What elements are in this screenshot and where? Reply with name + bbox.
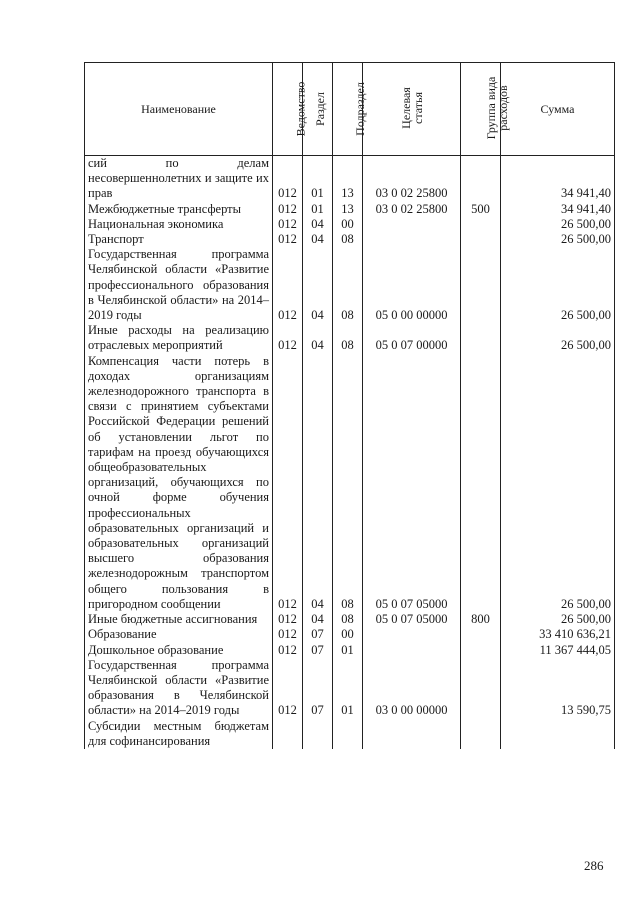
cell-section: 04 (303, 232, 333, 247)
cell-target: 03 0 00 00000 (363, 658, 461, 719)
cell-name: Государственная программа Челябинской области «Развитие образования в Челябинской области» на 2014–2019 годы (85, 658, 273, 719)
cell-amount: 26 500,00 (501, 232, 615, 247)
cell-section: 04 (303, 323, 333, 353)
cell-section: 04 (303, 217, 333, 232)
cell-group: 800 (461, 612, 501, 627)
cell-amount: 26 500,00 (501, 323, 615, 353)
cell-department: 012 (273, 232, 303, 247)
cell-section: 01 (303, 202, 333, 217)
cell-section: 07 (303, 643, 333, 658)
cell-amount: 26 500,00 (501, 612, 615, 627)
cell-target: 03 0 02 25800 (363, 156, 461, 202)
cell-subsection: 13 (333, 202, 363, 217)
header-subsection: Подраздел (333, 63, 363, 156)
cell-name: Национальная экономика (85, 217, 273, 232)
cell-target (363, 232, 461, 247)
cell-subsection: 08 (333, 232, 363, 247)
table-row (85, 719, 615, 749)
cell-department: 012 (273, 627, 303, 642)
cell-amount: 26 500,00 (501, 247, 615, 323)
cell-amount: 26 500,00 (501, 354, 615, 612)
cell-department: 012 (273, 202, 303, 217)
cell-subsection: 01 (333, 658, 363, 719)
cell-section: 01 (303, 156, 333, 202)
cell-name: Субсидии местным бюджетам для софинансирования (85, 719, 273, 749)
cell-amount: 26 500,00 (501, 217, 615, 232)
table-row (85, 354, 615, 612)
cell-group (461, 627, 501, 642)
cell-name: сий по делам несовершеннолетних и защите их прав (85, 156, 273, 202)
cell-name: Иные расходы на реализацию отраслевых мероприятий (85, 323, 273, 353)
budget-table (84, 62, 615, 749)
page-number: 286 (584, 858, 604, 873)
cell-subsection: 08 (333, 247, 363, 323)
table-row (85, 156, 615, 202)
cell-department: 012 (273, 323, 303, 353)
cell-subsection: 00 (333, 217, 363, 232)
table-row (85, 232, 615, 247)
header-amount: Сумма (501, 63, 615, 156)
cell-amount: 13 590,75 (501, 658, 615, 719)
cell-department: 012 (273, 217, 303, 232)
cell-name: Межбюджетные трансферты (85, 202, 273, 217)
cell-group (461, 323, 501, 353)
table-row (85, 217, 615, 232)
cell-name: Компенсация части потерь в доходах организациям железнодорожного транспорта в связи с принятием субъектами Российской Федерации решений об установлении льгот по тарифам на проезд обучающихся общеобразовательных организаций, обучающихся по очной форме обучения профессиональных образовательных организаций и образовательных организаций высшего образования железнодорожным транспортом общего пользования в пригородном сообщении (85, 354, 273, 612)
cell-target: 05 0 07 05000 (363, 612, 461, 627)
header-department: Ведомство (273, 63, 303, 156)
header-expense-group: Группа вида расходов (461, 63, 501, 156)
cell-department: 012 (273, 658, 303, 719)
cell-amount: 34 941,40 (501, 202, 615, 217)
cell-group (461, 156, 501, 202)
cell-subsection: 08 (333, 354, 363, 612)
cell-amount: 34 941,40 (501, 156, 615, 202)
cell-amount: 11 367 444,05 (501, 643, 615, 658)
table-row (85, 612, 615, 627)
cell-section: 07 (303, 627, 333, 642)
cell-target (363, 627, 461, 642)
table-row (85, 627, 615, 642)
header-target-line: Целевая статья (363, 63, 461, 156)
table-row (85, 658, 615, 719)
header-section: Раздел (303, 63, 333, 156)
cell-group: 500 (461, 202, 501, 217)
cell-department: 012 (273, 247, 303, 323)
cell-group (461, 247, 501, 323)
cell-name: Дошкольное образование (85, 643, 273, 658)
header-name: Наименование (85, 63, 273, 156)
cell-subsection: 08 (333, 612, 363, 627)
cell-group (461, 643, 501, 658)
cell-section: 04 (303, 247, 333, 323)
cell-target: 05 0 07 00000 (363, 323, 461, 353)
table-row (85, 643, 615, 658)
cell-subsection: 01 (333, 643, 363, 658)
cell-section: 07 (303, 658, 333, 719)
cell-target: 05 0 00 00000 (363, 247, 461, 323)
cell-department (273, 719, 303, 749)
cell-name: Образование (85, 627, 273, 642)
cell-target (363, 643, 461, 658)
table-body (85, 156, 615, 749)
cell-section (303, 719, 333, 749)
cell-group (461, 658, 501, 719)
cell-target (363, 217, 461, 232)
cell-name: Государственная программа Челябинской области «Развитие профессионального образования в Челябинской области» на 2014–2019 годы (85, 247, 273, 323)
table-header (85, 63, 615, 156)
cell-name: Транспорт (85, 232, 273, 247)
cell-group (461, 217, 501, 232)
cell-department: 012 (273, 643, 303, 658)
cell-name: Иные бюджетные ассигнования (85, 612, 273, 627)
cell-department: 012 (273, 156, 303, 202)
table-row (85, 247, 615, 323)
cell-department: 012 (273, 612, 303, 627)
cell-group (461, 719, 501, 749)
cell-group (461, 232, 501, 247)
cell-subsection (333, 719, 363, 749)
cell-target: 03 0 02 25800 (363, 202, 461, 217)
cell-amount (501, 719, 615, 749)
cell-section: 04 (303, 612, 333, 627)
cell-subsection: 08 (333, 323, 363, 353)
table-row (85, 323, 615, 353)
table-row (85, 202, 615, 217)
cell-target: 05 0 07 05000 (363, 354, 461, 612)
cell-department: 012 (273, 354, 303, 612)
cell-target (363, 719, 461, 749)
cell-subsection: 13 (333, 156, 363, 202)
cell-amount: 33 410 636,21 (501, 627, 615, 642)
cell-group (461, 354, 501, 612)
cell-section: 04 (303, 354, 333, 612)
cell-subsection: 00 (333, 627, 363, 642)
